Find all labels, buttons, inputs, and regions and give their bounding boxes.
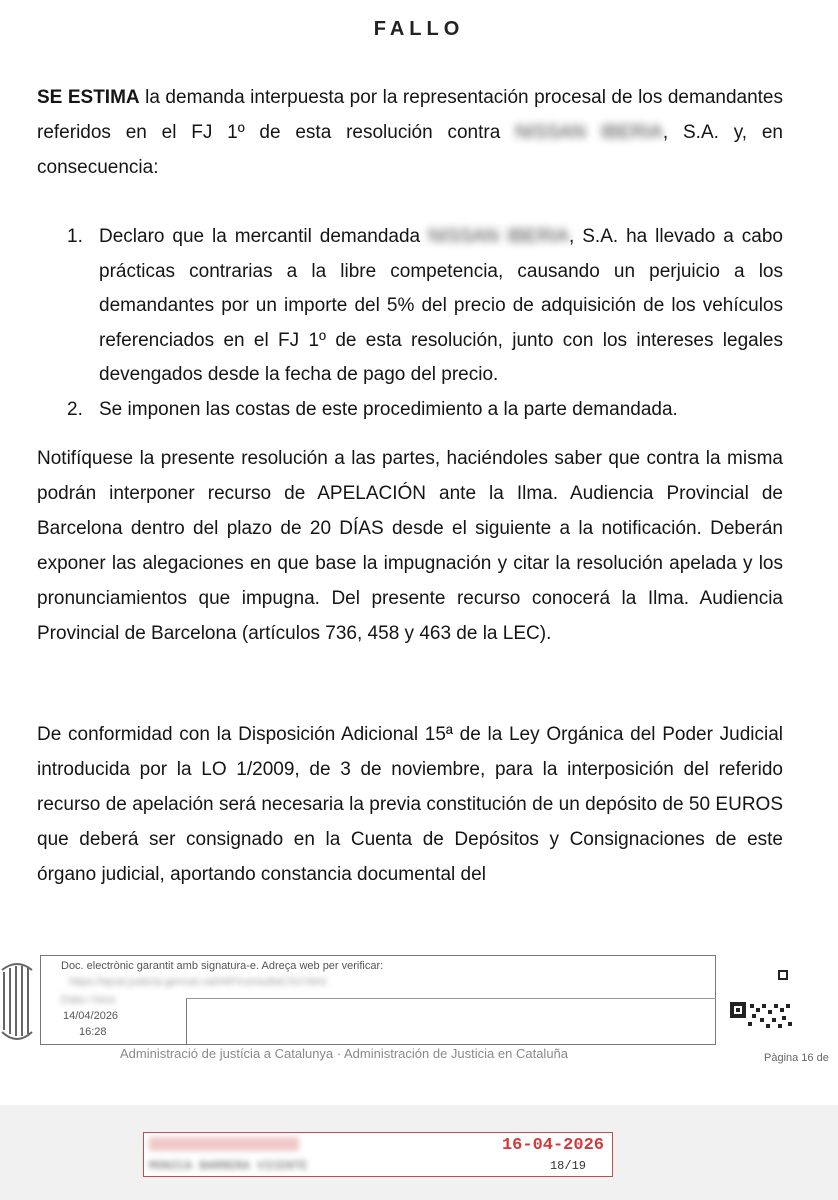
administration-footer: Administració de justícia a Catalunya · Administración de Justicia en Cataluña bbox=[120, 1046, 569, 1061]
notification-paragraph: Notifíquese la presente resolución a las partes, haciéndoles saber que contra la misma podrán interponer recurso de APELACIÓN ante la Ilma. Audiencia Provincial de Barcelona dentro del plazo de 20 DÍAS desde el siguiente a la notificación. Deberán exponer las alegaciones en que base la impugnación y citar la resolución apelada y los pronunciamientos que impugna. Del presente recurso conocerá la Ilma. Audiencia Provincial de Barcelona (artículos 736, 458 y 463 de la LEC). bbox=[37, 448, 783, 644]
list-number: 2. bbox=[67, 398, 83, 420]
bottom-strip bbox=[0, 1188, 838, 1200]
signature-box bbox=[40, 955, 716, 1045]
list-text: Declaro que la mercantil demandada NISSAN IBERIA, S.A. ha llevado a cabo prácticas contrarias a la libre competencia, causando un perjuicio a los demandantes por un importe del 5% del precio de adquisición de los vehículos referenciados en el FJ 1º de esta resolución, junto con los intereses legales devengados desde la fecha de pago del precio. bbox=[99, 226, 784, 385]
ruling-lead: SE ESTIMA bbox=[37, 87, 140, 108]
stamp-signer-name: MONICA BARRERA VICENTE bbox=[149, 1159, 308, 1173]
ruling-paragraph bbox=[37, 80, 783, 185]
ruling-text: la demanda interpuesta por la representación procesal de los demandantes referidos en el FJ 1º de esta resolución contra bbox=[37, 87, 784, 143]
list-text: Se imponen las costas de este procedimiento a la parte demandada. bbox=[99, 398, 678, 420]
page-title: FALLO bbox=[373, 18, 465, 40]
redacted-party: NISSAN IBERIA bbox=[428, 226, 570, 247]
ruling-tail: , S.A. y, en consecuencia: bbox=[37, 122, 783, 178]
deposit-paragraph: De conformidad con la Disposición Adicional 15ª de la Ley Orgánica del Poder Judicial introducida por la LO 1/2009, de 3 de noviembre, para la interposición del referido recurso de apelación será necesaria la previa constitución de un depósito de 50 EUROS que deberá ser consignado en la Cuenta de Depósitos y Consignaciones de este órgano judicial, aportando constancia documental del bbox=[37, 724, 783, 885]
stamp-redacted-header bbox=[149, 1137, 299, 1151]
list-item bbox=[67, 220, 783, 393]
redacted-party: NISSAN IBERIA bbox=[515, 122, 663, 143]
list-item bbox=[67, 393, 783, 428]
verification-url[interactable]: https://ejcat.justicia.gencat.cat/IAP/consultaCSV.html bbox=[69, 976, 327, 988]
page-number: Pàgina 16 de bbox=[764, 1052, 829, 1064]
signature-inner-box bbox=[186, 998, 716, 1044]
signature-line: Doc. electrònic garantit amb signatura-e. Adreça web per verificar: bbox=[61, 960, 384, 972]
ruling-list bbox=[67, 220, 783, 427]
catalonia-seal-icon bbox=[0, 958, 34, 1048]
signature-stamp bbox=[143, 1132, 613, 1177]
signature-datetime-label: Data i hora bbox=[61, 994, 115, 1006]
list-number: 1. bbox=[67, 226, 83, 247]
signature-date: 14/04/2026 bbox=[63, 1010, 119, 1022]
stamp-date: 16-04-2026 bbox=[501, 1136, 604, 1155]
signature-time: 16:28 bbox=[79, 1026, 107, 1038]
qr-code-icon[interactable] bbox=[728, 968, 794, 1030]
stamp-pages: 18/19 bbox=[549, 1159, 586, 1173]
